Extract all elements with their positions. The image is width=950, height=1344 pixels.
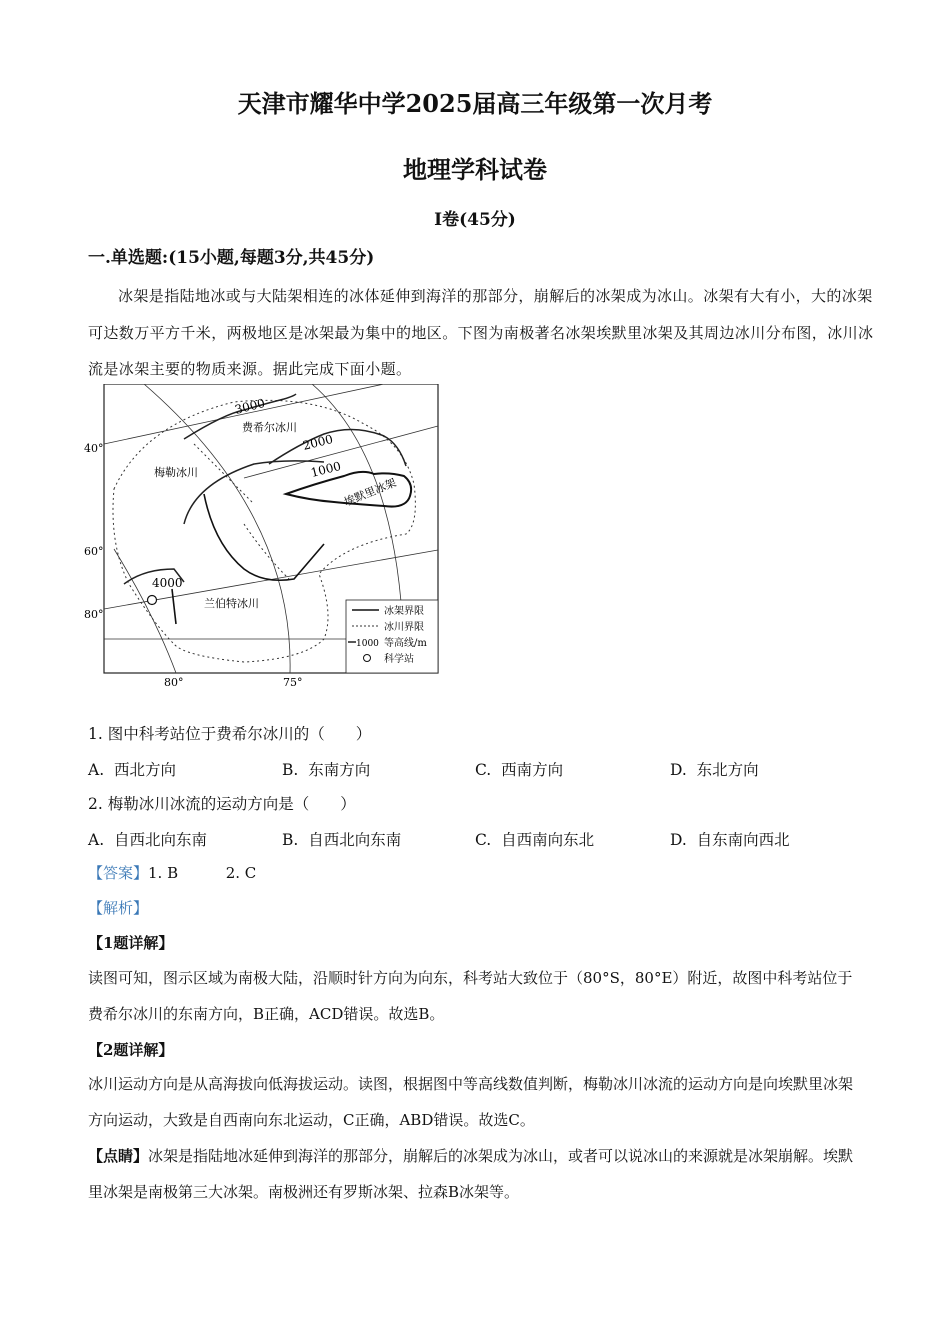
question-2-stem: 2. 梅勒冰川冰流的运动方向是（ ） xyxy=(88,795,356,813)
amery-ice-shelf-label: 埃默里冰架 xyxy=(342,476,399,509)
lon-label-75: 75° xyxy=(283,676,303,689)
q1-option-c[interactable] xyxy=(475,758,563,780)
answer-1: 1. B xyxy=(148,864,179,882)
q2-option-b-text: 自西北向东南 xyxy=(308,831,402,849)
passage-text: 冰架是指陆地冰或与大陆架相连的冰体延伸到海洋的那部分，崩解后的冰架成为冰山。冰架有大有小，大的冰架可达数万平方千米，两极地区是冰架最为集中的地区。下图为南极著名冰架埃默里冰架及其周边冰川分布图，冰川冰流是冰架主要的物质来源。据此完成下面小题。 xyxy=(88,287,874,378)
legend-glacier: 冰川界限 xyxy=(384,622,424,633)
q2-analysis-heading: 【2题详解】 xyxy=(88,1041,174,1059)
q2-option-c-text: 自西南向东北 xyxy=(501,831,595,849)
q1-option-c-letter: C. xyxy=(475,761,492,779)
exam-subtitle: 地理学科试卷 xyxy=(403,155,547,184)
q1-option-d-text: 东北方向 xyxy=(696,761,759,779)
lat-label-60: 60° xyxy=(84,545,104,558)
section-heading: 一.单选题:(15小题,每题3分,共45分) xyxy=(88,248,375,268)
fischer-glacier-label: 费希尔冰川 xyxy=(242,421,297,434)
legend-contour-value: 1000 xyxy=(356,639,379,649)
science-station-marker xyxy=(148,596,157,605)
q1-option-d[interactable] xyxy=(670,758,759,780)
q2-option-d-letter: D. xyxy=(670,831,687,849)
answer-line xyxy=(88,862,256,883)
lon-label-80: 80° xyxy=(164,676,184,689)
lat-label-40: 40° xyxy=(84,442,104,455)
map-legend xyxy=(346,600,438,673)
q2-analysis-text: 冰川运动方向是从高海拔向低海拔运动。读图，根据图中等高线数值判断，梅勒冰川冰流的运动方向是向埃默里冰架方向运动，大致是自西南向东北运动，C正确，ABD错误。故选C。 xyxy=(88,1075,854,1129)
tip-text: 冰架是指陆地冰延伸到海洋的那部分，崩解后的冰架成为冰山，或者可以说冰山的来源就是冰架崩解。埃默里冰架是南极第三大冰架。南极洲还有罗斯冰架、拉森B冰架等。 xyxy=(88,1147,854,1201)
q1-option-b[interactable] xyxy=(282,758,370,780)
lat-label-80: 80° xyxy=(84,608,104,621)
mellor-glacier-label: 梅勒冰川 xyxy=(154,466,198,479)
analysis-tag: 【解析】 xyxy=(88,899,149,917)
exam-title: 天津市耀华中学2025届高三年级第一次月考 xyxy=(237,89,713,118)
q2-option-d[interactable] xyxy=(670,828,790,850)
legend-station: 科学站 xyxy=(384,654,414,665)
q1-option-a[interactable] xyxy=(88,758,176,780)
answer-2: 2. C xyxy=(225,864,257,882)
q2-option-a[interactable] xyxy=(88,828,207,850)
q1-option-d-letter: D. xyxy=(670,761,687,779)
q2-option-b-letter: B. xyxy=(282,831,299,849)
contour-label-4000: 4000 xyxy=(152,576,183,590)
contour-label-2000: 2000 xyxy=(301,431,335,453)
q1-option-b-text: 东南方向 xyxy=(308,761,371,779)
q2-option-a-letter: A. xyxy=(88,831,105,849)
legend-ice-shelf: 冰架界限 xyxy=(384,606,424,617)
q2-option-d-text: 自东南向西北 xyxy=(696,831,790,849)
volume-label: Ⅰ卷(45分) xyxy=(434,210,516,230)
amery-ice-shelf-map xyxy=(84,384,444,690)
q1-option-a-text: 西北方向 xyxy=(113,761,176,779)
answer-tag: 【答案】 xyxy=(88,864,149,882)
q2-option-c-letter: C. xyxy=(475,831,492,849)
q1-option-a-letter: A. xyxy=(88,761,105,779)
q1-analysis-heading: 【1题详解】 xyxy=(88,934,174,952)
q2-option-c[interactable] xyxy=(475,828,594,850)
q1-option-c-text: 西南方向 xyxy=(501,761,564,779)
question-1-stem: 1. 图中科考站位于费希尔冰川的（ ） xyxy=(88,725,372,743)
lambert-glacier-label: 兰伯特冰川 xyxy=(204,597,259,610)
q2-option-a-text: 自西北向东南 xyxy=(113,831,207,849)
contour-label-1000: 1000 xyxy=(309,458,343,480)
q1-analysis-text: 读图可知，图示区域为南极大陆，沿顺时针方向为向东，科考站大致位于（80°S，80°E）附近，故图中科考站位于费希尔冰川的东南方向，B正确，ACD错误。故选B。 xyxy=(88,969,853,1023)
tip-tag: 【点睛】 xyxy=(88,1147,149,1165)
legend-contour: 等高线/m xyxy=(384,638,427,649)
q1-option-b-letter: B. xyxy=(282,761,299,779)
tip-paragraph xyxy=(88,1138,863,1210)
contour-1000 xyxy=(184,461,324,524)
contour-label-3000: 3000 xyxy=(233,395,267,417)
q2-option-b[interactable] xyxy=(282,828,401,850)
